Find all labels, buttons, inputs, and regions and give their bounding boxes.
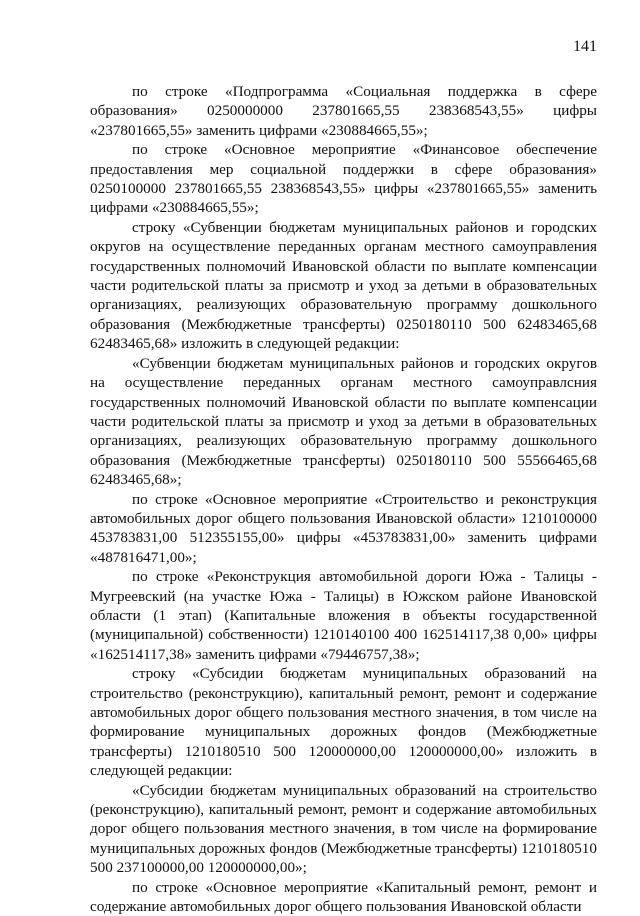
paragraph: по строке «Основное мероприятие «Финансовое обеспечение предоставления мер социальной поддержки в сфере образования» 0250100000 237801665,55 238368543,55» цифры «237801665,55» заменить цифрами «230884665,55»;: [90, 141, 597, 217]
paragraph: по строке «Основное мероприятие «Строительство и реконструкция автомобильных дорог общего пользования Ивановской области» 1210100000 453783831,00 512355155,00» цифры «453783831,00» заменить цифрами «487816471,00»;: [90, 490, 597, 566]
paragraph: строку «Субвенции бюджетам муниципальных районов и городских округов на осуществление переданных органам местного самоуправления государственных полномочий Ивановской области по выплате компенсации части родительской платы за присмотр и уход за детьми в образовательных организациях, реализующих образовательную программу дошкольного образования (Межбюджетные трансферты) 0250180110 500 62483465,68 62483465,68» изложить в следующей редакции:: [90, 218, 597, 353]
paragraph: по строке «Подпрограмма «Социальная поддержка в сфере образования» 0250000000 237801665,55 238368543,55» цифры «237801665,55» заменить цифрами «230884665,55»;: [90, 83, 597, 139]
paragraph: строку «Субсидии бюджетам муниципальных образований на строительство (реконструкцию), капитальный ремонт, ремонт и содержание автомобильных дорог общего пользования местного значения, в том числе на формирование муниципальных дорожных фондов (Межбюджетные трансферты) 1210180510 500 120000000,00 120000000,00» изложить в следующей редакции:: [90, 665, 597, 780]
paragraph: «Субсидии бюджетам муниципальных образований на строительство (реконструкцию), капитальный ремонт, ремонт и содержание автомобильных дорог общего пользования местного значения, в том числе на формирование муниципальных дорожных фондов (Межбюджетные трансферты) 1210180510 500 237100000,00 120000000,00»;: [90, 781, 597, 877]
paragraph: по строке «Основное мероприятие «Капитальный ремонт, ремонт и содержание автомобильных дорог общего пользования Ивановской области: [90, 878, 597, 916]
paragraph: «Субвенции бюджетам муниципальных районов и городских округов на осуществление переданных органам местного самоуправлсния государственных полномочий Ивановской области по выплате компенсации части родительской платы за присмотр и уход за детьми в образовательных организациях, реализующих образовательную программу дошкольного образования (Межбюджетные трансферты) 0250180110 500 55566465,68 62483465,68»;: [90, 354, 597, 489]
document-body: [90, 82, 597, 916]
paragraph: по строке «Реконструкция автомобильной дороги Южа - Талицы - Мугреевский (на участке Южа - Талицы) в Южском районе Ивановской области (1 этап) (Капитальные вложения в объекты государственной (муниципальной) собственности) 1210140100 400 162514117,38 0,00» цифры «162514117,38» заменить цифрами «79446757,38»;: [90, 568, 597, 663]
page-number: 141: [573, 38, 597, 55]
